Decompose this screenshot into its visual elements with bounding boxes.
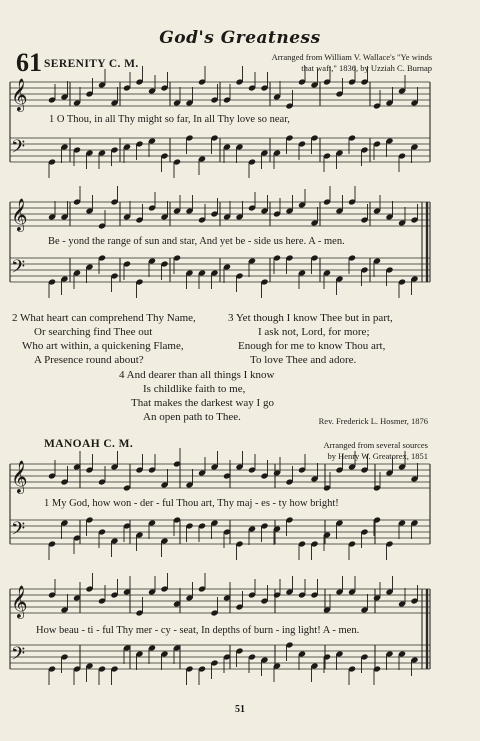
treble-clef-icon: 𝄞 [11, 460, 28, 493]
serenity-credit-line1: Arranged from William V. Wallace's "Ye winds [271, 52, 432, 62]
serenity-credit [272, 52, 432, 74]
tune-name-manoah: MANOAH C. M. [44, 438, 134, 450]
manoah-credit-line2: by Henry W. Greatorex, 1851 [327, 451, 428, 461]
verse-4-line-3: That makes the darkest way I go [131, 397, 274, 409]
treble-clef-icon: 𝄞 [11, 585, 28, 618]
section-title: God's Greatness [159, 28, 321, 48]
verse-4 [119, 368, 275, 424]
hymn-number: 61 [16, 48, 42, 77]
verse-2-line-1: 2 What heart can comprehend Thy Name, [12, 312, 196, 324]
verse-3 [228, 311, 393, 367]
bass-clef-icon: 𝄢 [11, 644, 26, 669]
tune-name-serenity: SERENITY C. M. [44, 58, 139, 70]
verse-2-line-4: A Presence round about? [34, 354, 144, 366]
verse-3-line-2: I ask not, Lord, for more; [258, 326, 370, 338]
treble-clef-icon: 𝄞 [11, 78, 28, 111]
hymn-author: Rev. Frederick L. Hosmer, 1876 [318, 416, 428, 426]
music-system-1 [10, 78, 435, 172]
verse-3-line-3: Enough for me to know Thou art, [238, 340, 386, 352]
verse-3-line-4: To love Thee and adore. [250, 354, 357, 366]
bass-clef-icon: 𝄢 [11, 257, 26, 282]
bass-clef-icon: 𝄢 [11, 519, 26, 544]
verse-2-line-2: Or searching find Thee out [34, 326, 153, 338]
verse-4-line-4: An open path to Thee. [143, 411, 241, 423]
manoah-lyric-line-2: How beau - ti - ful Thy mer - cy - seat, In depths of burn - ing light! A - men. [36, 625, 360, 636]
serenity-lyric-line-1: 1 O Thou, in all Thy might so far, In all Thy love so near, [49, 114, 290, 125]
verse-4-line-1: 4 And dearer than all things I know [119, 369, 275, 381]
serenity-lyric-line-2: Be - yond the range of sun and star, And yet be - side us here. A - men. [48, 236, 345, 247]
verse-2-line-3: Who art within, a quickening Flame, [22, 340, 184, 352]
manoah-lyric-line-1: 1 My God, how won - der - ful Thou art, Thy maj - es - ty how bright! [44, 498, 339, 509]
manoah-credit-line1: Arranged from several sources [323, 440, 428, 450]
page-number: 51 [235, 704, 245, 715]
verse-2 [12, 311, 196, 367]
verse-4-line-2: Is childlike faith to me, [143, 383, 246, 395]
bass-clef-icon: 𝄢 [11, 137, 26, 162]
serenity-credit-line2: that waft," 1836, by Uzziah C. Burnap [301, 63, 432, 73]
treble-clef-icon: 𝄞 [11, 198, 28, 231]
manoah-credit [323, 440, 428, 462]
verse-3-line-1: 3 Yet though I know Thee but in part, [228, 312, 393, 324]
